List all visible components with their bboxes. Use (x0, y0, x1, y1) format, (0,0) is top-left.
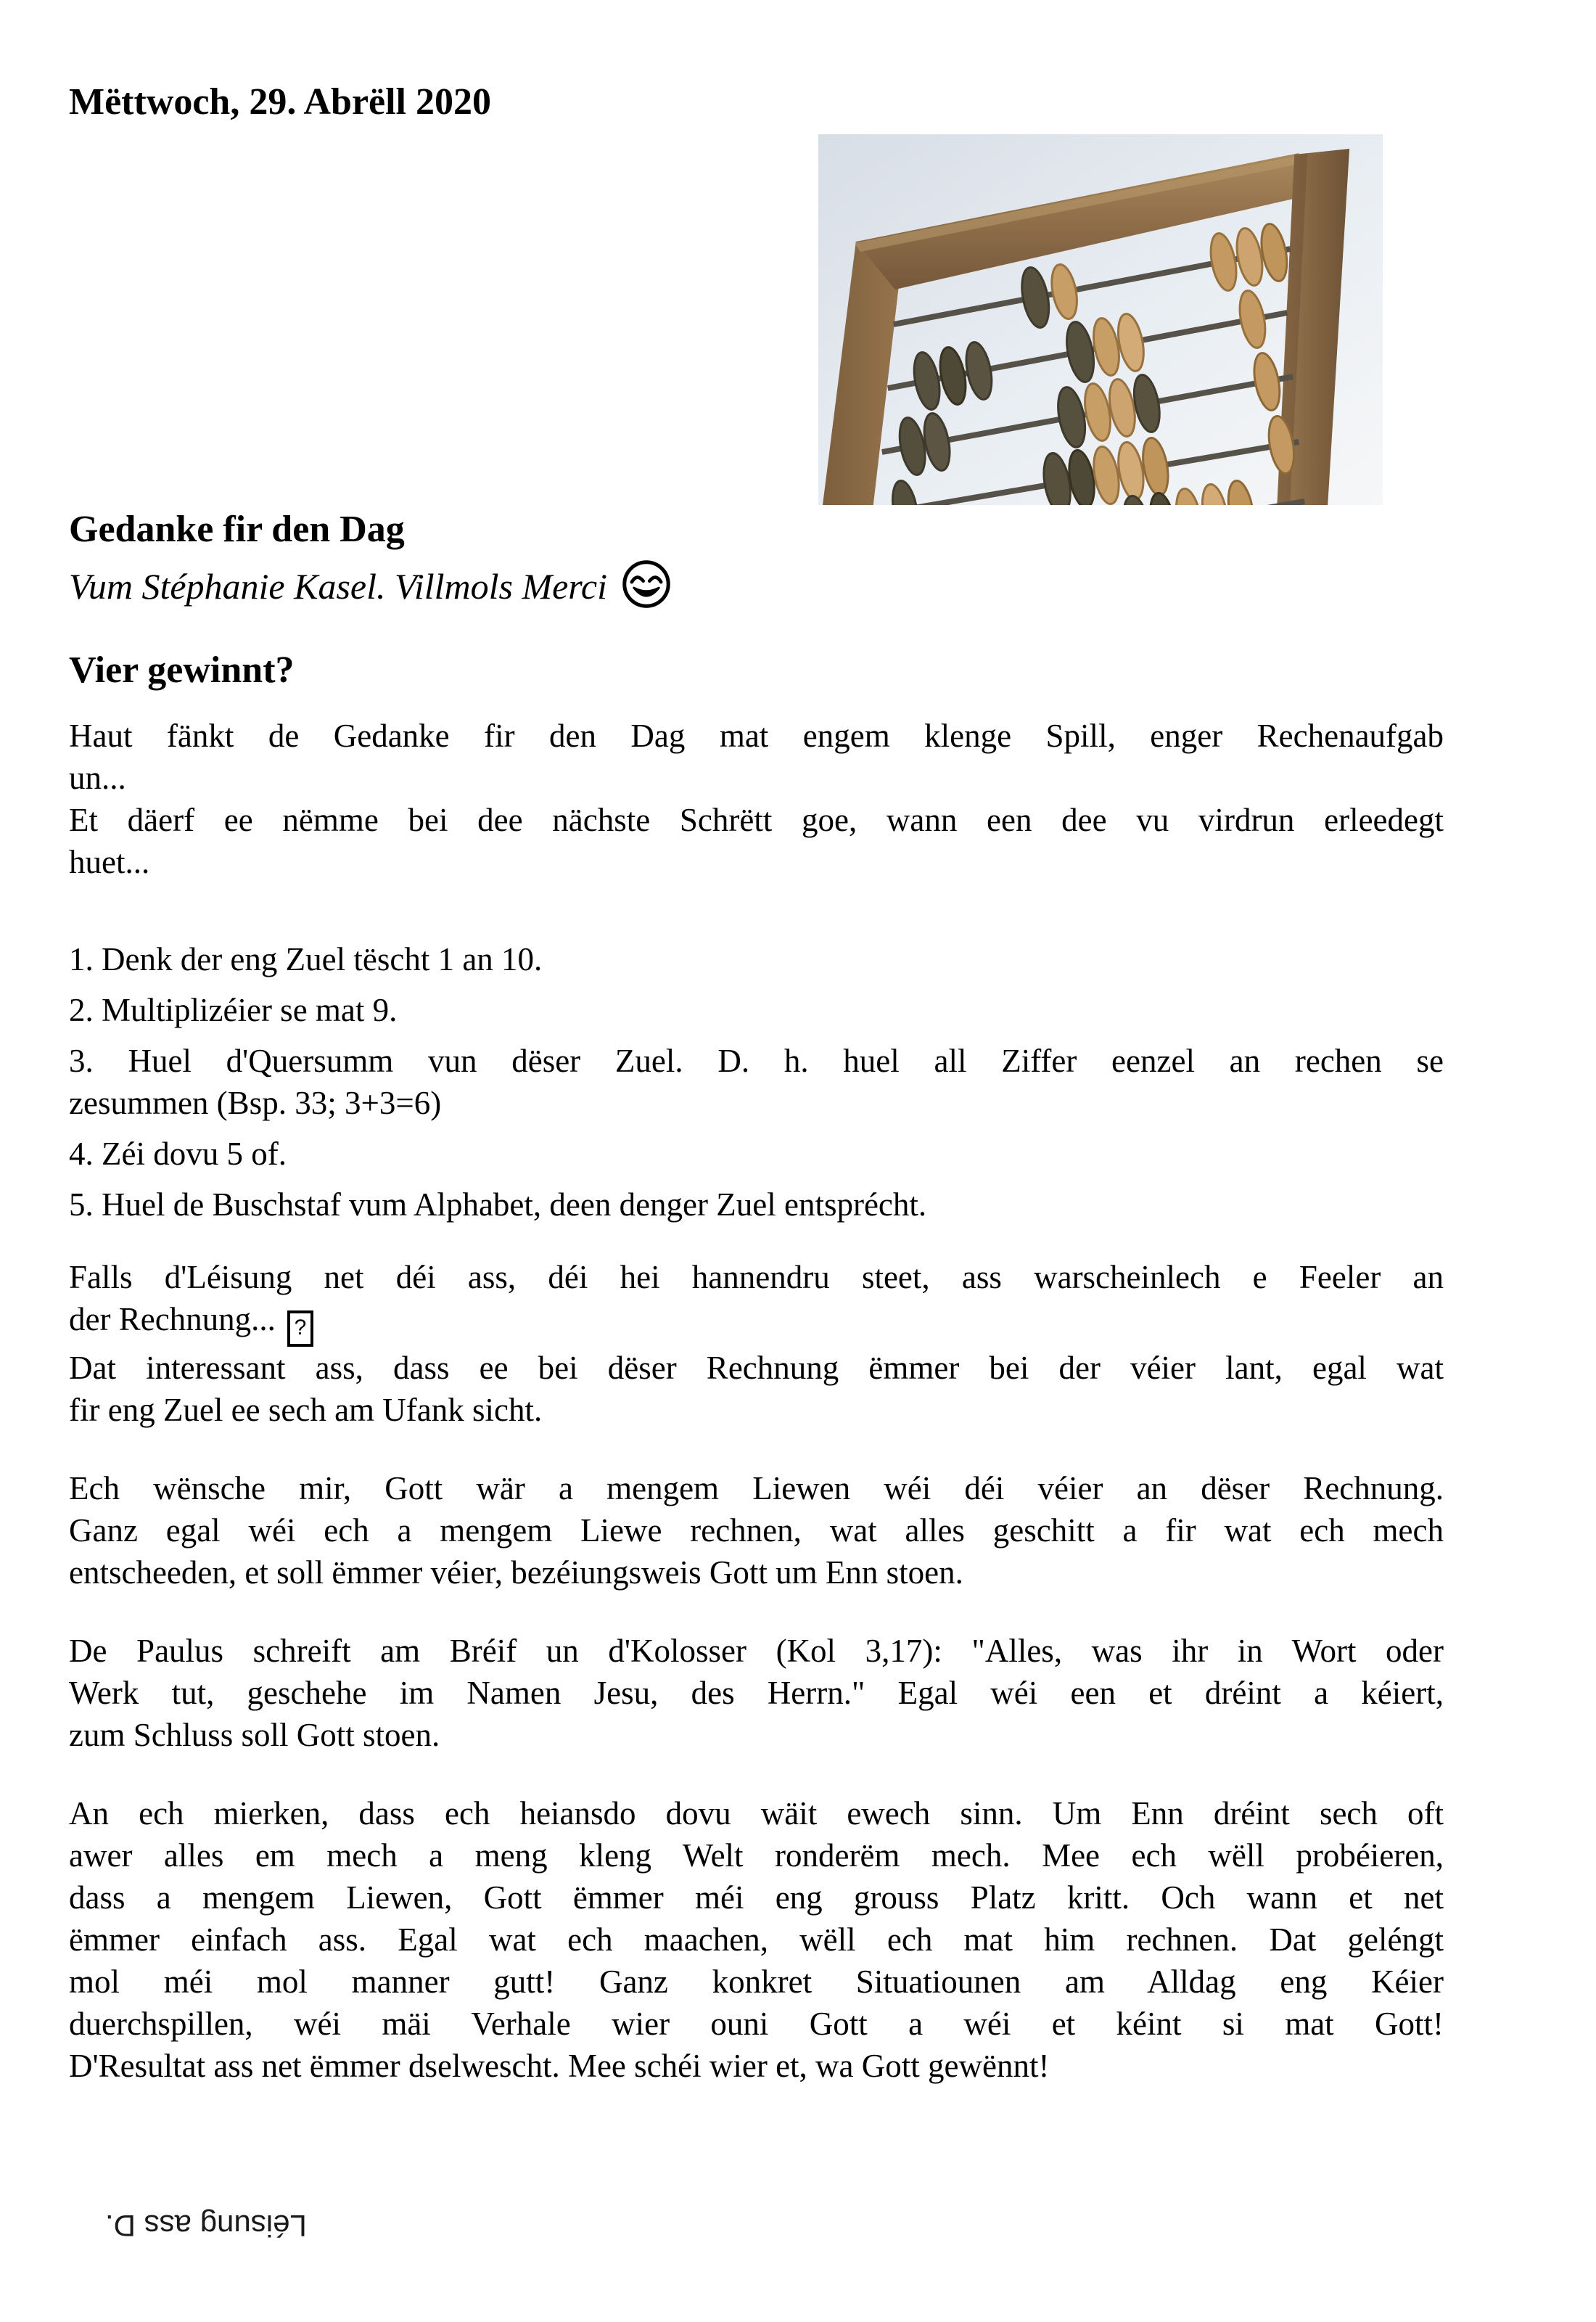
missing-glyph-box: ? (287, 1310, 313, 1347)
byline (69, 562, 1444, 610)
text-line: awer alles em mech a meng kleng Welt ronderëm mech. Mee ech wëll probéieren, (69, 1837, 1444, 1874)
step-line: zesummen (Bsp. 33; 3+3=6) (69, 1085, 442, 1121)
step-line: 2. Multiplizéier se mat 9. (69, 992, 398, 1028)
text-line: D'Resultat ass net ëmmer dselwescht. Mee schéi wier et, wa Gott gewënnt! (69, 2048, 1050, 2084)
numbered-steps (69, 938, 1444, 1226)
text-line: An ech mierken, dass ech heiansdo dovu wäit ewech sinn. Um Enn dréint sech oft (69, 1795, 1444, 1831)
text-line: Dat interessant ass, dass ee bei dëser Rechnung ëmmer bei der véier lant, egal wat (69, 1350, 1444, 1386)
text-line: fir eng Zuel ee sech am Ufank sicht. (69, 1392, 543, 1428)
byline-text: Vum Stéphanie Kasel. Villmols Merci (69, 566, 607, 607)
article-subheading: Vier gewinnt? (69, 649, 295, 691)
text-line: Ech wënsche mir, Gott wär a mengem Liewen wéi déi véier an dëser Rechnung. (69, 1470, 1444, 1506)
step-line: 5. Huel de Buschstaf vum Alphabet, deen denger Zuel entsprécht. (69, 1186, 927, 1223)
paragraph-solution-hint (69, 1256, 1444, 1431)
upside-down-solution-note: Léisung ass D. (105, 2209, 307, 2243)
text-line: entscheeden, et soll ëmmer véier, bezéiungsweis Gott um Enn stoen. (69, 1554, 963, 1591)
paragraph-reflection (69, 1792, 1444, 2087)
page-title: Mëttwoch, 29. Abrëll 2020 (69, 81, 492, 123)
text-line: huet... (69, 844, 150, 880)
text-line: ëmmer einfach ass. Egal wat ech maachen, wëll ech mat him rechnen. Dat geléngt (69, 1921, 1444, 1958)
text-line: duerchspillen, wéi mäi Verhale wier ouni Gott a wéi et kéint si mat Gott! (69, 2006, 1444, 2042)
text-line: zum Schluss soll Gott stoen. (69, 1717, 440, 1753)
paragraph-intro (69, 715, 1444, 883)
text-line: dass a mengem Liewen, Gott ëmmer méi eng grouss Platz kritt. Och wann et net (69, 1879, 1444, 1916)
grinning-smiley-icon (620, 558, 672, 610)
step-line: 3. Huel d'Quersumm vun dëser Zuel. D. h. huel all Ziffer eenzel an rechen se (69, 1043, 1444, 1079)
paragraph-wish (69, 1467, 1444, 1593)
text-line: un... (69, 760, 126, 796)
text-line: De Paulus schreift am Bréif un d'Kolosser (Kol 3,17): "Alles, was ihr in Wort oder (69, 1633, 1444, 1669)
step-line: 4. Zéi dovu 5 of. (69, 1136, 287, 1172)
paragraph-paulus (69, 1630, 1444, 1756)
text-line: Werk tut, geschehe im Namen Jesu, des Herrn." Egal wéi een et dréint a kéiert, (69, 1675, 1444, 1711)
step-line: 1. Denk der eng Zuel tëscht 1 an 10. (69, 941, 543, 977)
text-line: Falls d'Léisung net déi ass, déi hei hannendru steet, ass warscheinlech e Feeler an (69, 1259, 1444, 1295)
text-line: mol méi mol manner gutt! Ganz konkret Situatiounen am Alldag eng Kéier (69, 1964, 1444, 2000)
text-line: Et däerf ee nëmme bei dee nächste Schrëtt goe, wann een dee vu virdrun erleedegt (69, 802, 1444, 838)
text-line: der Rechnung... ? (69, 1298, 1444, 1347)
text-column (69, 51, 1444, 2087)
section-heading: Gedanke fir den Dag (69, 509, 405, 550)
text-line: Haut fänkt de Gedanke fir den Dag mat engem klenge Spill, enger Rechenaufgab (69, 718, 1444, 754)
text-line: Ganz egal wéi ech a mengem Liewe rechnen, wat alles geschitt a fir wat ech mech (69, 1512, 1444, 1548)
